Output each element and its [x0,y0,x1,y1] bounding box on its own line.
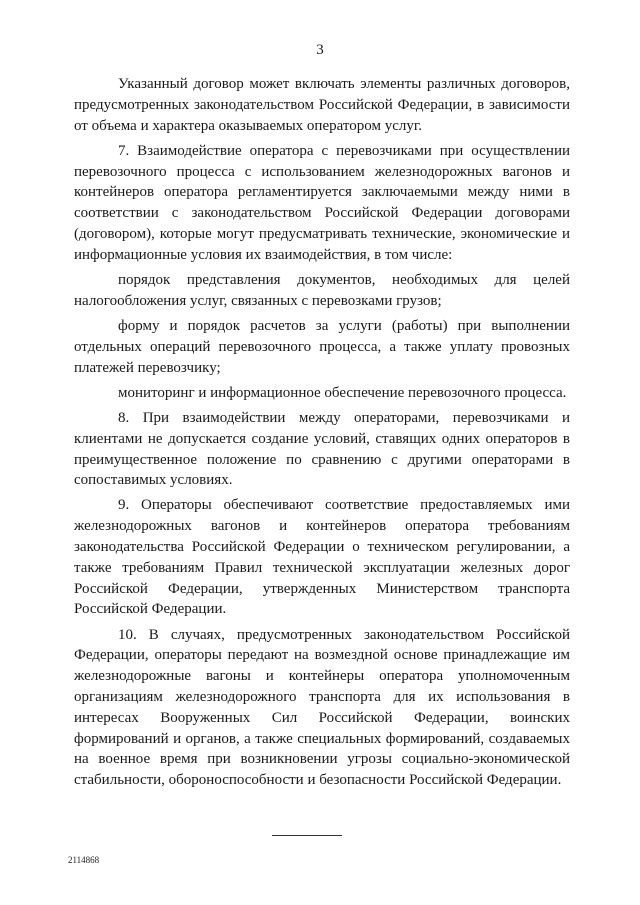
document-code: 2114868 [68,855,100,865]
paragraph-10: 10. В случаях, предусмотренных законодательством Российской Федерации, операторы передают на возмездной основе принадлежащие им железнодорожные вагоны и контейнеры оператора уполномоченным организациям железнодорожного транспорта для их использования в интересах Вооруженных Сил Российской Федерации, воинских формирований и органов, а также специальных формирований, создаваемых на военное время при возникновении угрозы социально-экономической стабильности, обороноспособности и безопасности Российской Федерации. [74,626,570,789]
paragraph-7-item-payments: форму и порядок расчетов за услуги (работы) при выполнении отдельных операций перевозочного процесса, а также уплату провозных платежей перевозчику; [74,317,570,376]
paragraph-8: 8. При взаимодействии между операторами, перевозчиками и клиентами не допускается создание условий, ставящих одних операторов в преимущественное положение по сравнению с другими операторами в сопоставимых условиях. [74,409,570,489]
document-body [74,74,570,795]
end-separator-line [272,835,342,836]
paragraph-7-item-monitoring: мониторинг и информационное обеспечение перевозочного процесса. [118,384,567,401]
paragraph-7-item-documents: порядок представления документов, необходимых для целей налогообложения услуг, связанных с перевозками грузов; [74,271,570,309]
page-number: 3 [316,42,324,58]
paragraph-contract-elements: Указанный договор может включать элементы различных договоров, предусмотренных законодательством Российской Федерации, в зависимости от объема и характера оказываемых оператором услуг. [74,76,570,134]
paragraph-7: 7. Взаимодействие оператора с перевозчиками при осуществлении перевозочного процесса с использованием железнодорожных вагонов и контейнеров оператора регламентируется заключаемыми между ними в соответствии с законодательством Российской Федерации договорами (договором), которые могут предусматривать технические, экономические и информационные условия их взаимодействия, в том числе: [74,142,570,263]
paragraph-9: 9. Операторы обеспечивают соответствие предоставляемых ими железнодорожных вагонов и контейнеров оператора требованиям законодательства Российской Федерации о техническом регулировании, а также требованиям Правил технической эксплуатации железных дорог Российской Федерации, утвержденных Министерством транспорта Российской Федерации. [74,497,570,618]
